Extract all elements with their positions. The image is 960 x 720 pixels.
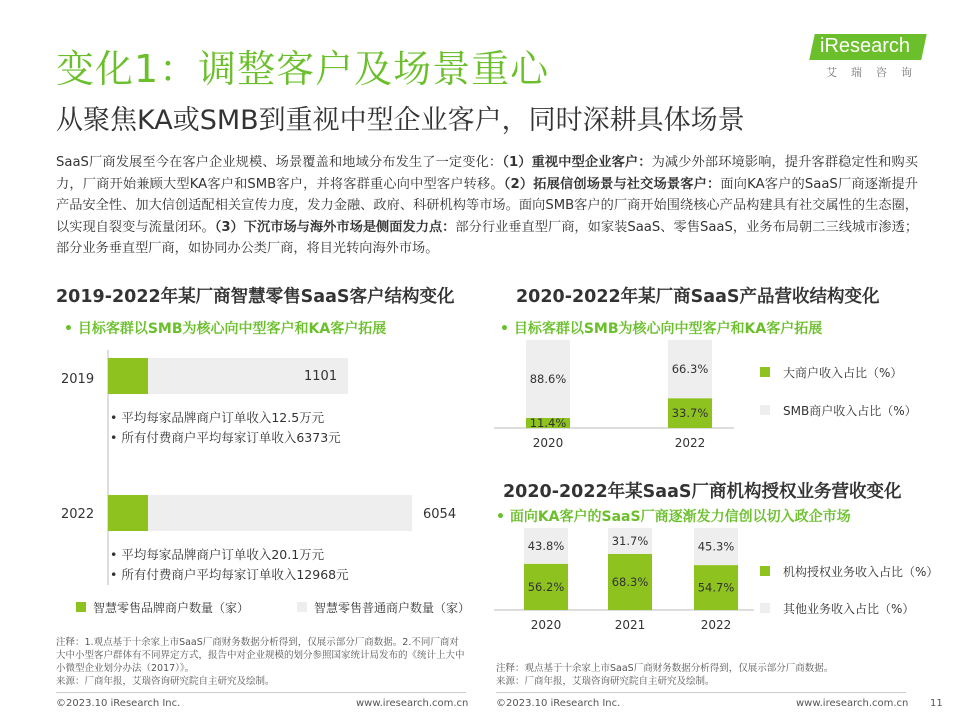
iresearch-logo — [812, 34, 932, 84]
intro-text-2: 为减少外部环境影响，提升客群稳定性和购买力，厂商开始兼顾大型KA客户和SMB客户，并将客群重心向中型客户转移。 — [56, 155, 919, 192]
chart1-label-lower-2022: 33.7% — [671, 406, 709, 421]
right-chart1-bullet: • 目标客群以SMB为核心向中型客户和KA客户拓展 — [500, 321, 823, 337]
left-copyright: ©2023.10 iResearch Inc. — [56, 698, 181, 709]
logo-brand: iResearch — [820, 35, 911, 57]
intro-text-4: 部分行业垂直型厂商，如家装SaaS、零售SaaS，业务布局朝二三线城市渗透；部分业务垂直型厂商，如协同办公类厂商，将目光转向海外市场。 — [56, 219, 919, 256]
legend1-label-large: 大商户收入占比（%） — [783, 366, 903, 380]
legend2-swatch-license — [760, 566, 770, 576]
legend2-label-other: 其他业务收入占比（%） — [783, 602, 915, 616]
left-total-label-1: 6054 — [423, 507, 457, 522]
intro-bold-1: （1）重视中型企业客户： — [502, 155, 652, 170]
bar-2019-brand — [108, 358, 148, 394]
chart2-cat-label-2021: 2021 — [614, 618, 646, 632]
chart2-label-upper-2020: 43.8% — [527, 538, 565, 553]
right-copyright: ©2023.10 iResearch Inc. — [496, 698, 621, 709]
legend1-swatch-smb — [760, 405, 770, 415]
revenue-structure-chart — [494, 340, 744, 458]
left-footer-divider — [56, 692, 466, 693]
chart2-label-upper-2022: 45.3% — [697, 539, 735, 554]
intro-text-3: 面向KA客户的SaaS厂商逐渐提升产品安全性、加大信创适配相关宣传力度，发力金融、政府、科研机构等市场。面向SMB客户的厂商开始围绕核心产品构建具有社交属性的生态圈，以实现自裂变与流量闭环。 — [56, 176, 919, 235]
legend-label-brand: 智慧零售品牌商户数量（家） — [93, 601, 250, 615]
left-url: www.iresearch.com.cn — [356, 698, 469, 709]
intro-paragraph — [56, 152, 918, 260]
chart2-label-lower-2020: 56.2% — [527, 579, 565, 594]
legend2-label-license: 机构授权业务收入占比（%） — [783, 565, 939, 579]
chart2-cat-label-2022: 2022 — [700, 618, 732, 632]
legend-label-normal: 智慧零售普通商户数量（家） — [314, 601, 471, 615]
bar-2022-total — [108, 495, 412, 531]
right-footnote: 注释：观点基于十余家上市SaaS厂商财务数据分析得到，仅展示部分厂商数据。 — [496, 663, 834, 674]
page-number: 11 — [930, 698, 943, 709]
chart1-label-upper-2022: 66.3% — [671, 362, 709, 377]
left-cat-label-1: 2022 — [61, 507, 95, 522]
right-chart2-title: 2020-2022年某SaaS厂商机构授权业务营收变化 — [503, 482, 902, 502]
note-2019-avg-revenue: • 所有付费商户平均每家订单收入6373元 — [110, 430, 341, 445]
chart1-cat-label-2020: 2020 — [532, 436, 564, 450]
chart2-label-upper-2021: 31.7% — [611, 533, 649, 548]
license-revenue-chart — [494, 528, 754, 638]
intro-bold-2: （2）拓展信创场景与社交场景客户： — [503, 176, 721, 192]
intro-bold-3: （3）下沉市场与海外市场是侧面发力点： — [214, 219, 456, 235]
note-2022-brand-revenue: • 平均每家品牌商户订单收入20.1万元 — [110, 547, 325, 562]
legend1-swatch-large — [760, 367, 770, 377]
right-chart2-bullet: • 面向KA客户的SaaS厂商逐渐发力信创以切入政企市场 — [496, 509, 851, 525]
left-footnote: 注释：1.观点基于十余家上市SaaS厂商财务数据分析得到，仅展示部分厂商数据。2.不同厂商对大中小型客户群体有不同界定方式，报告中对企业规模的划分参照国家统计局发布的《统计上大中小微型企业划分办法（2017）》。 — [56, 637, 465, 674]
chart1-label-upper-2020: 88.6% — [529, 371, 567, 386]
legend-swatch-normal — [297, 602, 307, 612]
intro-text-1: SaaS厂商发展至今在客户企业规模、场景覆盖和地域分布发生了一定变化： — [56, 155, 503, 170]
legend2-swatch-other — [760, 603, 770, 613]
chart1-label-lower-2020: 11.4% — [529, 415, 567, 430]
left-total-label-0: 1101 — [304, 369, 338, 384]
right-footer-divider — [496, 692, 906, 693]
legend-swatch-brand — [76, 602, 86, 612]
left-chart-title: 2019-2022年某厂商智慧零售SaaS客户结构变化 — [56, 287, 455, 307]
legend1-label-smb: SMB商户收入占比（%） — [783, 404, 917, 418]
note-2019-brand-revenue: • 平均每家品牌商户订单收入12.5万元 — [110, 410, 325, 425]
right-chart1-title: 2020-2022年某厂商SaaS产品营收结构变化 — [516, 287, 880, 307]
right-url: www.iresearch.com.cn — [796, 698, 909, 709]
page-subtitle: 从聚焦KA或SMB到重视中型企业客户，同时深耕具体场景 — [56, 105, 745, 136]
bar-2022-brand — [108, 495, 148, 531]
left-source: 来源：厂商年报，艾瑞咨询研究院自主研究及绘制。 — [56, 676, 275, 687]
note-2022-avg-revenue: • 所有付费商户平均每家订单收入12968元 — [110, 567, 349, 582]
page-title: 变化1：调整客户及场景重心 — [56, 47, 550, 91]
right-source: 来源：厂商年报，艾瑞咨询研究院自主研究及绘制。 — [496, 676, 715, 687]
chart2-cat-label-2020: 2020 — [530, 618, 562, 632]
logo-chinese: 艾瑞咨询 — [826, 66, 926, 79]
chart2-label-lower-2022: 54.7% — [697, 580, 735, 595]
chart1-cat-label-2022: 2022 — [674, 436, 706, 450]
left-cat-label-0: 2019 — [61, 372, 95, 387]
left-chart-bullet: • 目标客群以SMB为核心向中型客户和KA客户拓展 — [64, 321, 387, 337]
chart2-label-lower-2021: 68.3% — [611, 574, 649, 589]
